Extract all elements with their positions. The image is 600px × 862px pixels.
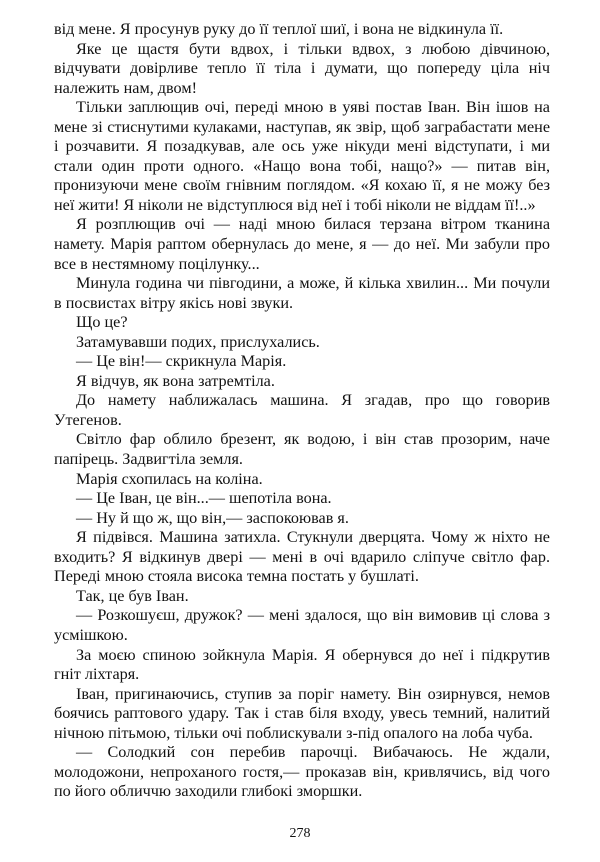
- paragraph-10: До намету наближалась машина. Я згадав, про що говорив Утегенов.: [54, 391, 550, 429]
- paragraph-4: Я розплющив очі — наді мною билася терзана вітром тканина намету. Марія раптом обернулась до мене, я — до неї. Ми забули про все в нестямному поцілунку...: [54, 215, 550, 273]
- paragraph-16: Так, це був Іван.: [76, 586, 189, 605]
- paragraph-13: — Це Іван, це він...— шепотіла вона.: [76, 489, 332, 508]
- paragraph-20: — Солодкий сон перебив парочці. Вибачаюсь. Не ждали, молодожони, непроханого гостя,— проказав він, кривлячись, від чого по його обличчю заходили глибокі зморшки.: [54, 743, 550, 801]
- paragraph-5: Минула година чи півгодини, а може, й кілька хвилин... Ми почули в посвистах вітру якісь нові звуки.: [54, 274, 550, 312]
- paragraph-15: Я підвівся. Машина затихла. Стукнули дверцята. Чому ж ніхто не входить? Я відкинув двері — мені в очі вдарило сліпуче світло фар. Переді мною стояла висока темна постать у бушлаті.: [54, 528, 550, 586]
- book-page-text: [54, 20, 550, 802]
- paragraph-8: — Це він!— скрикнула Марія.: [76, 352, 287, 371]
- paragraph-6: Що це?: [76, 313, 128, 332]
- paragraph-1: від мене. Я просунув руку до її теплої шиї, і вона не відкинула її.: [54, 20, 504, 38]
- paragraph-18: За моєю спиною зойкнула Марія. Я обернувся до неї і підкрутив гніт ліхтаря.: [54, 645, 550, 684]
- paragraph-14: — Ну й що ж, що він,— заспокоював я.: [76, 508, 349, 527]
- paragraph-3: Тільки заплющив очі, переді мною в уяві постав Іван. Він ішов на мене зі стиснутими кулаками, наступав, як звір, щоб заграбастати мене і розчавити. Я позадкував, але ось уже нікуди мені відступати, і ми стали один проти одного. «Нащо вона тобі, нащо?» — питав він, пронизуючи мене своїм гнівним поглядом. «Я кохаю її, я не можу без неї жити! Я ніколи не відступлюся від неї і тобі ніколи не віддам її!..»: [54, 98, 550, 214]
- paragraph-19: Іван, пригинаючись, ступив за поріг намету. Він озирнувся, немов боячись раптового удару. Так і став біля входу, увесь темний, налитий нічною пітьмою, тільки очі поблискували з-під опалого на лоба чуба.: [54, 684, 550, 742]
- page-number: 278: [289, 826, 311, 841]
- paragraph-9: Я відчув, як вона затремтіла.: [76, 371, 275, 390]
- paragraph-2: Яке це щастя бути вдвох, і тільки вдвох, з любою дівчиною, відчувати довірливе тепло її тіла і думати, що попереду ціла ніч належить нам, двом!: [54, 39, 550, 97]
- paragraph-17: — Розкошуєш, дружок? — мені здалося, що він вимовив ці слова з усмішкою.: [54, 606, 550, 644]
- paragraph-7: Затамувавши подих, прислухались.: [76, 332, 320, 351]
- paragraph-12: Марія схопилась на коліна.: [76, 469, 263, 488]
- paragraph-11: Світло фар облило брезент, як водою, і він став прозорим, наче папірець. Задвигтіла земля.: [54, 430, 550, 469]
